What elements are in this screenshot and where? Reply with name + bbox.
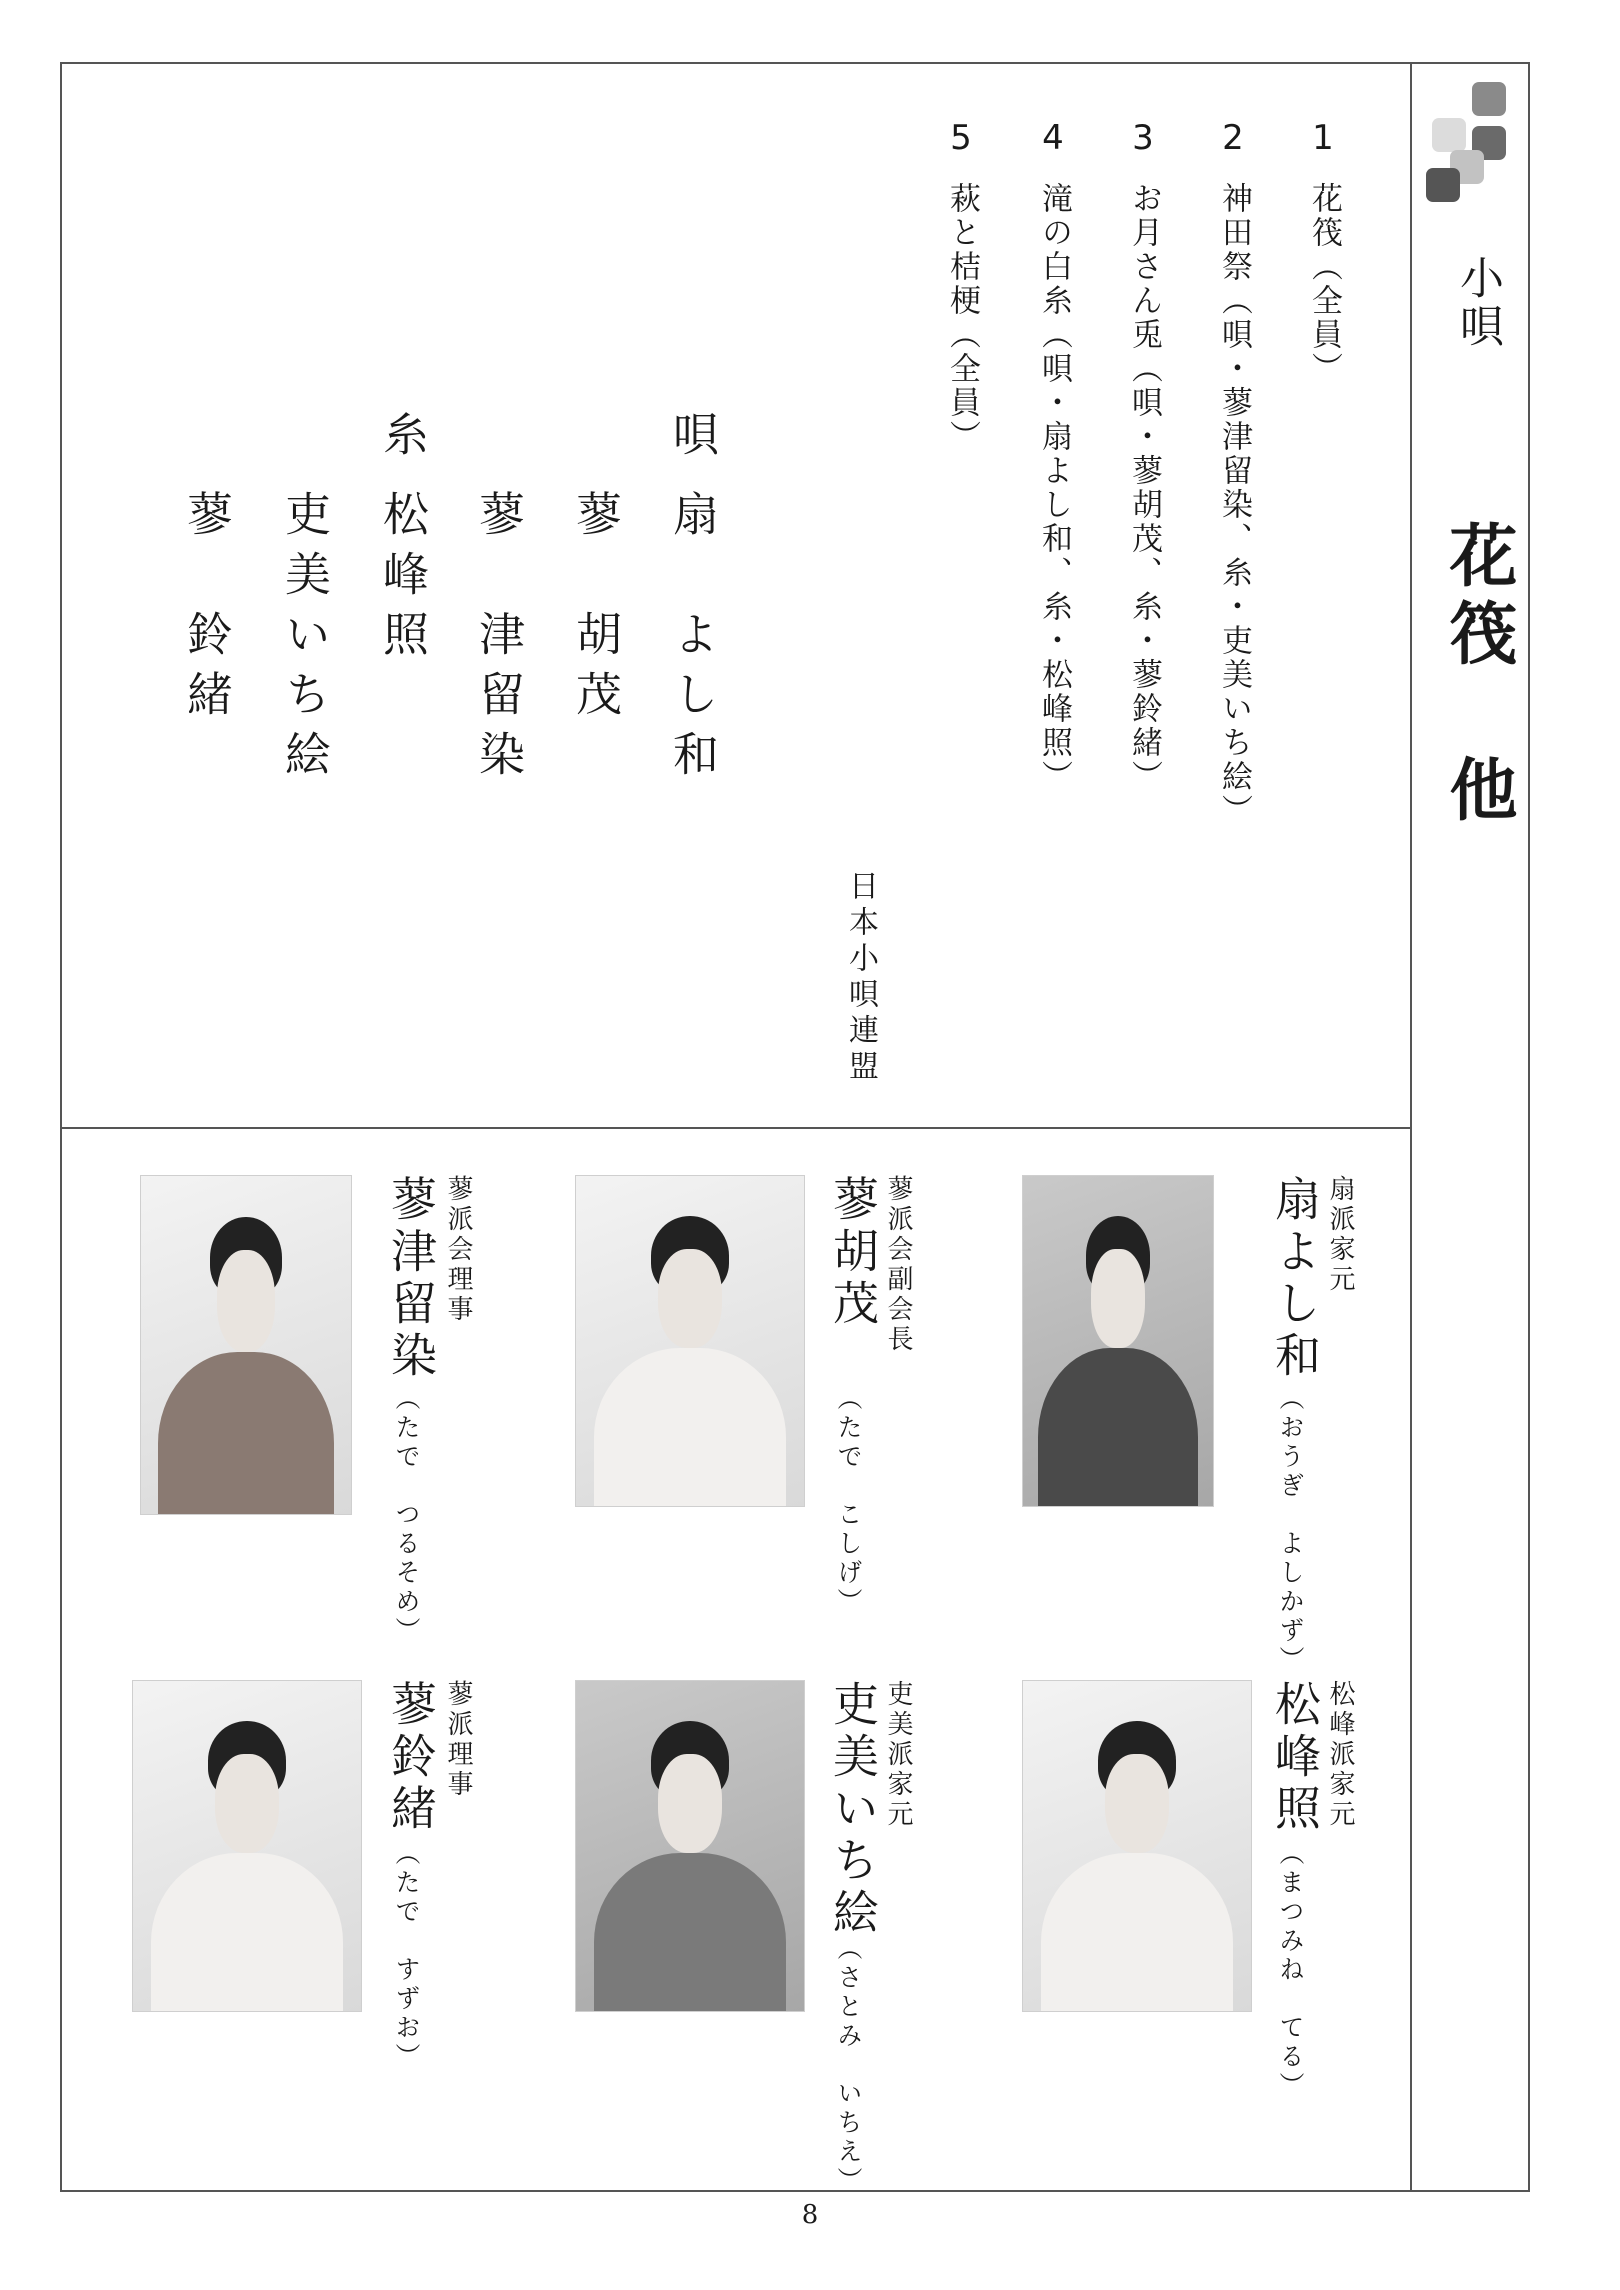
profile-title: 蓼派会副会長 bbox=[883, 1175, 913, 1355]
program-item-2 bbox=[1212, 118, 1257, 878]
program-item-4 bbox=[1032, 118, 1077, 878]
profile-name: 扇よし和 bbox=[1268, 1175, 1322, 1383]
profile-name: 松峰照 bbox=[1268, 1680, 1322, 1836]
profile-reading: （たで つるそめ） bbox=[392, 1385, 421, 1646]
program-number: 3 bbox=[1132, 118, 1157, 158]
category-label: 小唄 bbox=[1452, 255, 1503, 351]
portrait-kimono bbox=[151, 1853, 343, 2012]
portrait-kimono bbox=[1041, 1853, 1233, 2012]
program-title: 花筏（全員） bbox=[1306, 182, 1342, 386]
profile-title: 扇派家元 bbox=[1325, 1175, 1355, 1295]
portrait-face bbox=[217, 1250, 276, 1351]
portrait-kimono bbox=[594, 1853, 786, 2012]
profile-title: 蓼派会理事 bbox=[443, 1175, 473, 1325]
program-title: 滝の白糸（唄・扇よし和、糸・松峰照） bbox=[1036, 182, 1072, 794]
program-title: 神田祭（唄・蓼津留染、糸・吏美いち絵） bbox=[1216, 182, 1252, 828]
page-title: 花筏 他 bbox=[1438, 520, 1518, 832]
ito-performer-3: 蓼 鈴緒 bbox=[180, 490, 234, 730]
program-title: 萩と桔梗（全員） bbox=[944, 182, 980, 454]
profile-title: 松峰派家元 bbox=[1325, 1680, 1355, 1830]
logo-square-2 bbox=[1432, 118, 1466, 152]
uta-performer-1: 扇 よし和 bbox=[666, 490, 720, 790]
page-number: 8 bbox=[801, 2200, 819, 2230]
ito-performer-1: 松峰照 bbox=[376, 490, 430, 670]
portrait-photo-1 bbox=[1022, 1175, 1214, 1507]
portrait-photo-3 bbox=[140, 1175, 352, 1515]
ito-performer-2: 吏美いち絵 bbox=[278, 490, 332, 790]
section-divider bbox=[60, 1127, 1412, 1129]
logo-square-1 bbox=[1472, 82, 1506, 116]
uta-role-label: 唄 bbox=[666, 410, 720, 456]
profile-name: 蓼胡茂 bbox=[826, 1175, 880, 1331]
program-item-3 bbox=[1122, 118, 1167, 878]
profile-title: 吏美派家元 bbox=[883, 1680, 913, 1830]
portrait-photo-4 bbox=[1022, 1680, 1252, 2012]
program-item-1 bbox=[1302, 118, 1347, 878]
portrait-kimono bbox=[158, 1352, 334, 1515]
program-item-5 bbox=[940, 118, 985, 878]
portrait-face bbox=[658, 1754, 722, 1853]
uta-performer-2: 蓼 胡茂 bbox=[569, 490, 623, 730]
ito-role-label: 糸 bbox=[376, 410, 430, 456]
program-number: 2 bbox=[1222, 118, 1247, 158]
portrait-face bbox=[1091, 1249, 1144, 1348]
uta-performer-3: 蓼 津留染 bbox=[472, 490, 526, 790]
profile-reading: （おうぎ よしかず） bbox=[1276, 1385, 1305, 1675]
portrait-photo-6 bbox=[132, 1680, 362, 2012]
profile-name: 蓼鈴緒 bbox=[384, 1680, 438, 1836]
profile-name: 吏美いち絵 bbox=[826, 1680, 880, 1940]
portrait-face bbox=[215, 1754, 279, 1853]
portrait-face bbox=[1105, 1754, 1169, 1853]
program-number: 1 bbox=[1312, 118, 1337, 158]
profile-name: 蓼津留染 bbox=[384, 1175, 438, 1383]
profile-reading: （たで こしげ） bbox=[834, 1385, 863, 1617]
profile-reading: （さとみ いちえ） bbox=[834, 1935, 863, 2196]
decorative-squares-logo bbox=[1424, 82, 1514, 212]
portrait-photo-5 bbox=[575, 1680, 805, 2012]
portrait-kimono bbox=[594, 1348, 786, 1507]
portrait-face bbox=[658, 1249, 722, 1348]
program-title: お月さん兎（唄・蓼胡茂、糸・蓼鈴緒） bbox=[1126, 182, 1162, 794]
profile-reading: （まつみね てる） bbox=[1276, 1840, 1305, 2101]
logo-square-5 bbox=[1426, 168, 1460, 202]
profile-reading: （たで すずお） bbox=[392, 1840, 421, 2072]
profile-title: 蓼派理事 bbox=[443, 1680, 473, 1800]
program-number: 5 bbox=[950, 118, 975, 158]
portrait-kimono bbox=[1038, 1348, 1198, 1507]
portrait-photo-2 bbox=[575, 1175, 805, 1507]
program-number: 4 bbox=[1042, 118, 1067, 158]
organization-name: 日本小唄連盟 bbox=[843, 870, 878, 1086]
